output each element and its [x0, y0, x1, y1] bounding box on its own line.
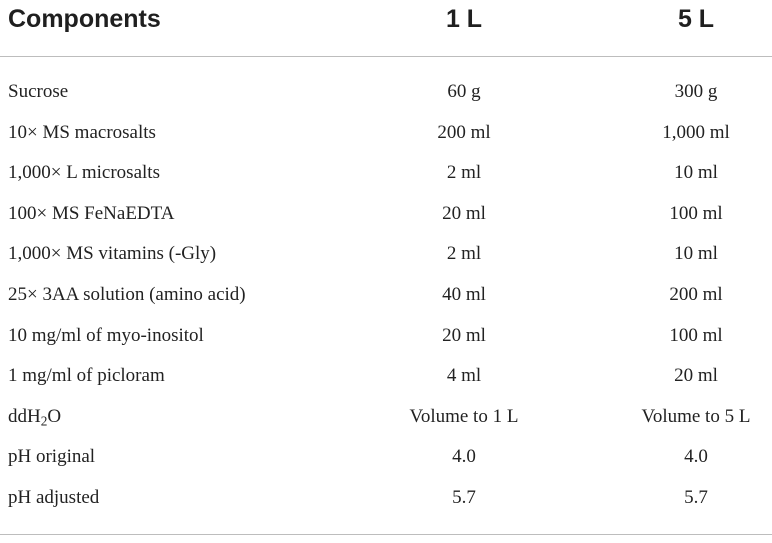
table-row: [0, 397, 772, 438]
component-text: ddH: [8, 405, 41, 427]
table-row: [0, 275, 772, 316]
amount-1l-cell: 20 ml: [442, 202, 486, 224]
amount-5l-cell: 100 ml: [669, 324, 723, 346]
amount-1l-cell: 4 ml: [446, 365, 482, 387]
component-cell: 1,000× L microsalts: [8, 162, 160, 184]
component-text: O: [47, 405, 62, 427]
amount-1l-cell: 4.0: [452, 446, 476, 468]
table-row: [0, 153, 772, 194]
table-row: [0, 234, 772, 275]
component-cell: [8, 397, 61, 437]
amount-5l-cell: 10 ml: [674, 243, 718, 265]
amount-1l-cell: 60 g: [447, 81, 481, 102]
table-row: [0, 194, 772, 235]
component-cell: 25× 3AA solution (amino acid): [8, 283, 246, 305]
amount-5l-cell: Volume to 5 L: [641, 405, 751, 427]
amount-5l-cell: 1,000 ml: [662, 121, 730, 143]
amount-5l-cell: 20 ml: [674, 365, 718, 387]
table-row: [0, 113, 772, 154]
table-row: [0, 478, 772, 519]
component-cell: 1,000× MS vitamins (-Gly): [8, 243, 217, 265]
header-divider: [0, 56, 772, 57]
component-cell: pH original: [8, 446, 96, 468]
amount-1l-cell: 2 ml: [446, 162, 482, 184]
amount-5l-cell: 5.7: [684, 486, 708, 508]
header-5l: 5 L: [677, 5, 715, 33]
component-cell: 100× MS FeNaEDTA: [8, 202, 175, 224]
table-row: [0, 316, 772, 357]
amount-1l-cell: 5.7: [452, 486, 476, 508]
amount-1l-cell: 200 ml: [437, 121, 491, 143]
component-cell: 10× MS macrosalts: [8, 121, 156, 143]
amount-5l-cell: 200 ml: [669, 283, 723, 305]
header-components: Components: [8, 5, 161, 33]
amount-1l-cell: 20 ml: [442, 324, 486, 346]
amount-5l-cell: 10 ml: [674, 162, 718, 184]
amount-1l-cell: 40 ml: [442, 283, 486, 305]
component-cell: pH adjusted: [8, 486, 100, 508]
amount-5l-cell: 4.0: [684, 446, 708, 468]
component-cell: 10 mg/ml of myo-inositol: [8, 324, 204, 346]
table-row: [0, 437, 772, 478]
subscript-text: 2: [40, 413, 48, 429]
component-cell: Sucrose: [8, 81, 69, 102]
amount-5l-cell: 100 ml: [669, 202, 723, 224]
table-header-row: [0, 0, 772, 40]
table-bottom-rule: [0, 534, 772, 535]
amount-1l-cell: Volume to 1 L: [409, 405, 519, 427]
amount-5l-cell: 300 g: [674, 81, 718, 102]
table-row: [0, 72, 772, 113]
table-row: [0, 356, 772, 397]
amount-1l-cell: 2 ml: [446, 243, 482, 265]
component-cell: 1 mg/ml of picloram: [8, 365, 165, 387]
header-1l: 1 L: [445, 5, 483, 33]
table-body: [0, 72, 772, 519]
